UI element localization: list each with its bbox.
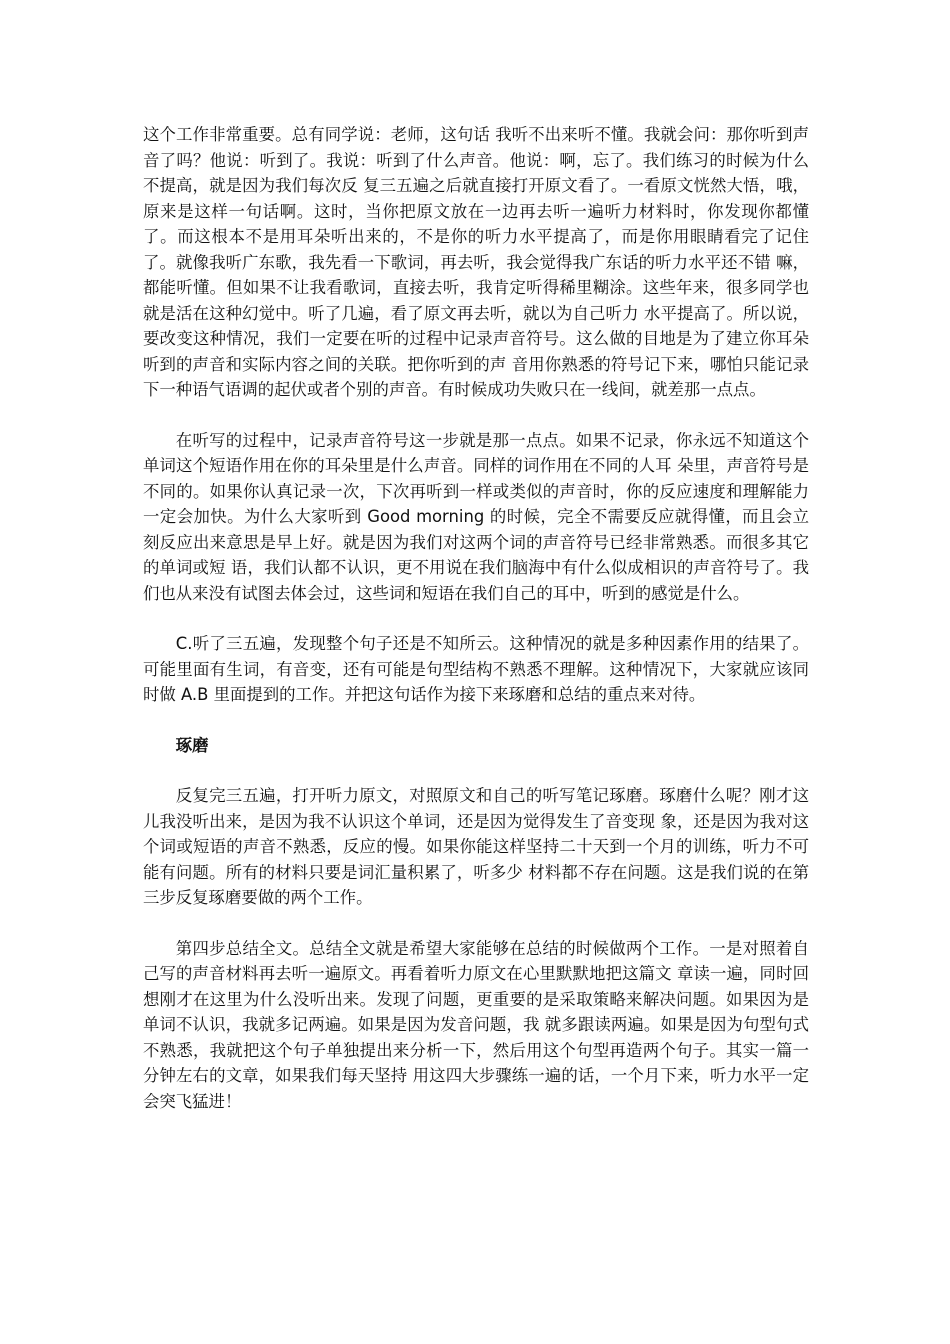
paragraph-2: 在听写的过程中，记录声音符号这一步就是那一点点。如果不记录，你永远不知道这个单词这个短语作用在你的耳朵里是什么声音。同样的词作用在不同的人耳 朵里，声音符号是不同的。如果你认真记录一次，下次再听到一样或类似的声音时，你的反应速度和理解能力一定会加快。为什么大家听到 Good morning 的时候，完全不需要反应就得懂，而且会立刻反应出来意思是早上好。就是因为我们对这两个词的声音符号已经非常熟悉。而很多其它的单词或短 语，我们认都不认识，更不用说在我们脑海中有什么似成相识的声音符号了。我们也从来没有试图去体会过，这些词和短语在我们自己的耳中，听到的感觉是什么。 xyxy=(143,430,809,603)
paragraph-3: C.听了三五遍，发现整个句子还是不知所云。这种情况的就是多种因素作用的结果了。可能里面有生词，有音变，还有可能是句型结构不熟悉不理解。这种情况下，大家就应该同时做 A.B 里面提到的工作。并把这句话作为接下来琢磨和总结的重点来对待。 xyxy=(143,634,809,704)
section-heading: 琢磨 xyxy=(175,735,209,755)
paragraph-1: 这个工作非常重要。总有同学说：老师，这句话 我听不出来听不懂。我就会问：那你听到声音了吗？他说：听到了。我说：听到了什么声音。他说：啊，忘了。我们练习的时候为什么不提高，就是因为我们每次反 复三五遍之后就直接打开原文看了。一看原文恍然大悟，哦，原来是这样一句话啊。这时，当你把原文放在一边再去听一遍听力材料时，你发现你都懂了。而这根本不是用耳朵听出来的，不是你的听力水平提高了，而是你用眼睛看完了记住了。就像我听广东歌，我先看一下歌词，再去听，我会觉得我广东话的听力水平还不错 嘛，都能听懂。但如果不让我看歌词，直接去听，我肯定听得稀里糊涂。这些年来，很多同学也就是活在这种幻觉中。听了几遍，看了原文再去听，就以为自己听力 水平提高了。所以说，要改变这种情况，我们一定要在听的过程中记录声音符号。这么做的目地是为了建立你耳朵听到的声音和实际内容之间的关联。把你听到的声 音用你熟悉的符号记下来，哪怕只能记录下一种语气语调的起伏或者个别的声音。有时候成功失败只在一线间，就差那一点点。 xyxy=(143,125,809,399)
document-body xyxy=(143,122,809,1139)
paragraph-5: 第四步总结全文。总结全文就是希望大家能够在总结的时候做两个工作。一是对照着自己写的声音材料再去听一遍原文。再看着听力原文在心里默默地把这篇文 章读一遍，同时回想刚才在这里为什么没听出来。发现了问题，更重要的是采取策略来解决问题。如果因为是单词不认识，我就多记两遍。如果是因为发音问题，我 就多跟读两遍。如果是因为句型句式不熟悉，我就把这个句子单独提出来分析一下，然后用这个句型再造两个句子。其实一篇一分钟左右的文章，如果我们每天坚持 用这四大步骤练一遍的话，一个月下来，听力水平一定会突飞猛进！ xyxy=(143,938,809,1111)
paragraph-4: 反复完三五遍，打开听力原文，对照原文和自己的听写笔记琢磨。琢磨什么呢？刚才这儿我没听出来，是因为我不认识这个单词，还是因为觉得发生了音变现 象，还是因为我对这个词或短语的声音不熟悉，反应的慢。如果你能这样坚持二十天到一个月的训练，听力不可能有问题。所有的材料只要是词汇量积累了，听多少 材料都不存在问题。这是我们说的在第三步反复琢磨要做的两个工作。 xyxy=(143,786,809,907)
